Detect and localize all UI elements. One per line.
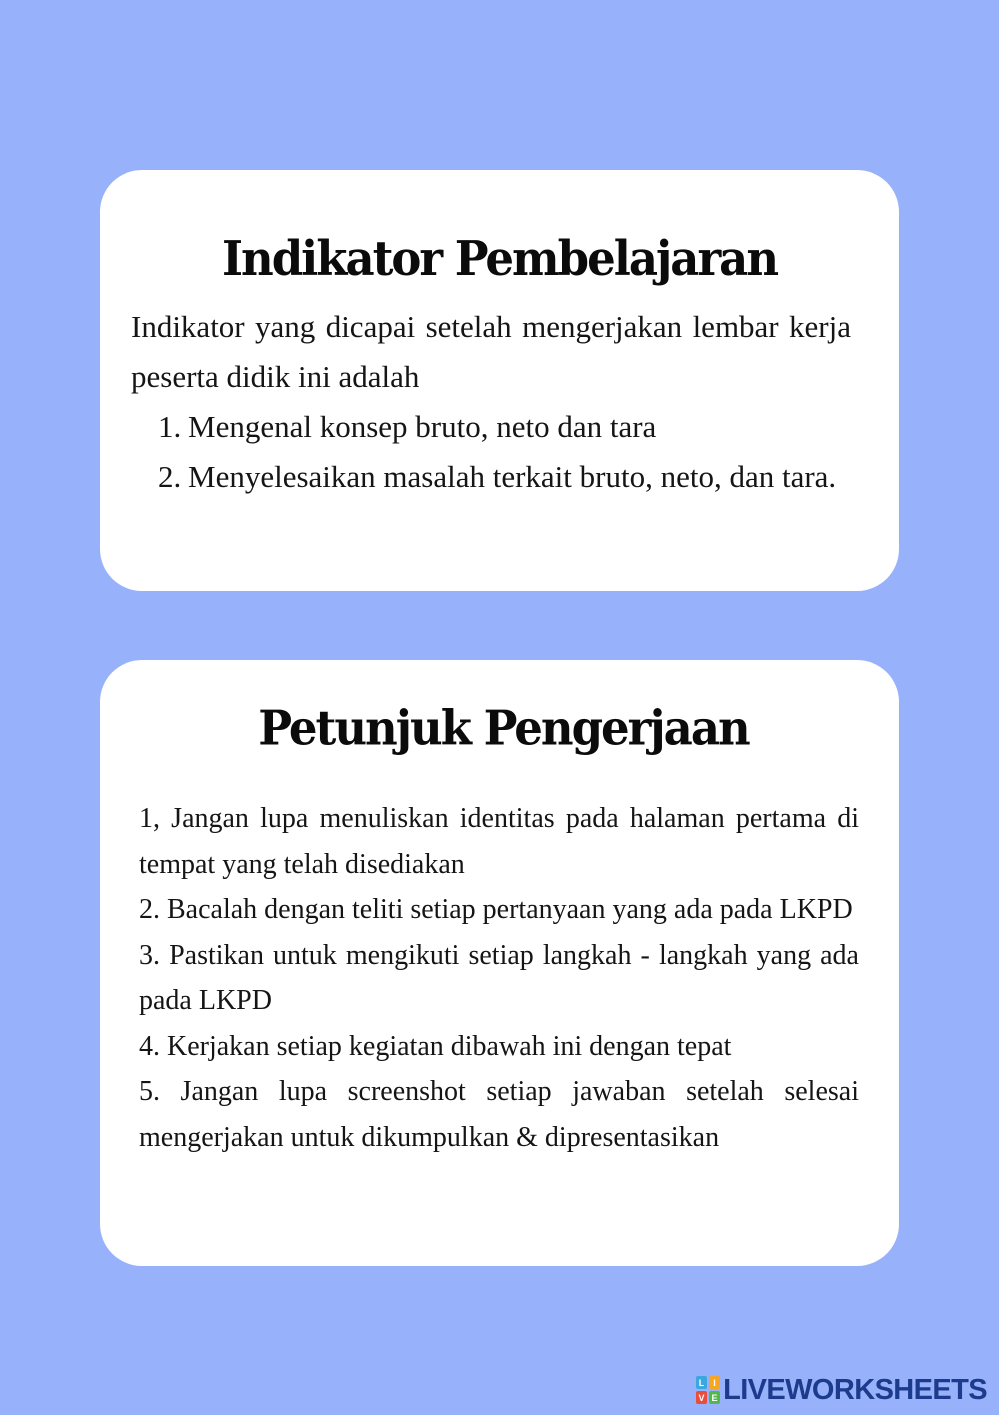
indikator-intro: Indikator yang dicapai setelah mengerjakan lembar kerja peserta didik ini adalah xyxy=(131,309,851,394)
svg-text:L: L xyxy=(698,1378,705,1388)
list-item-text: Mengenal konsep bruto, neto dan tara xyxy=(188,409,657,444)
liveworksheets-logo-icon xyxy=(696,1376,720,1404)
petunjuk-title: Petunjuk Pengerjaan xyxy=(258,700,749,757)
step-item: 4. Kerjakan setiap kegiatan dibawah ini dengan tepat xyxy=(139,1030,732,1062)
step-item: 1, Jangan lupa menuliskan identitas pada halaman pertama di tempat yang telah disediakan xyxy=(139,803,859,880)
step-item: 3. Pastikan untuk mengikuti setiap langkah - langkah yang ada pada LKPD xyxy=(139,939,859,1016)
svg-text:I: I xyxy=(713,1378,716,1388)
list-item-number: 1. xyxy=(158,409,182,444)
indikator-title: Indikator Pembelajaran xyxy=(221,231,778,287)
petunjuk-steps xyxy=(139,796,859,1160)
indikator-list xyxy=(131,402,851,502)
list-item-text: Menyelesaikan masalah terkait bruto, neto, dan tara. xyxy=(188,459,837,494)
step-item: 2. Bacalah dengan teliti setiap pertanyaan yang ada pada LKPD xyxy=(139,894,853,925)
petunjuk-card xyxy=(100,660,899,1266)
step-item: 5. Jangan lupa screenshot setiap jawaban setelah selesai mengerjakan untuk dikumpulkan & dipresentasikan xyxy=(139,1076,859,1153)
list-item xyxy=(158,402,851,452)
svg-text:E: E xyxy=(711,1393,718,1403)
svg-text:V: V xyxy=(698,1393,705,1403)
liveworksheets-brand[interactable] xyxy=(696,1372,987,1408)
indikator-card xyxy=(100,170,899,591)
list-item xyxy=(158,452,851,502)
list-item-number: 2. xyxy=(158,459,182,494)
liveworksheets-wordmark: LIVEWORKSHEETS xyxy=(723,1374,987,1406)
